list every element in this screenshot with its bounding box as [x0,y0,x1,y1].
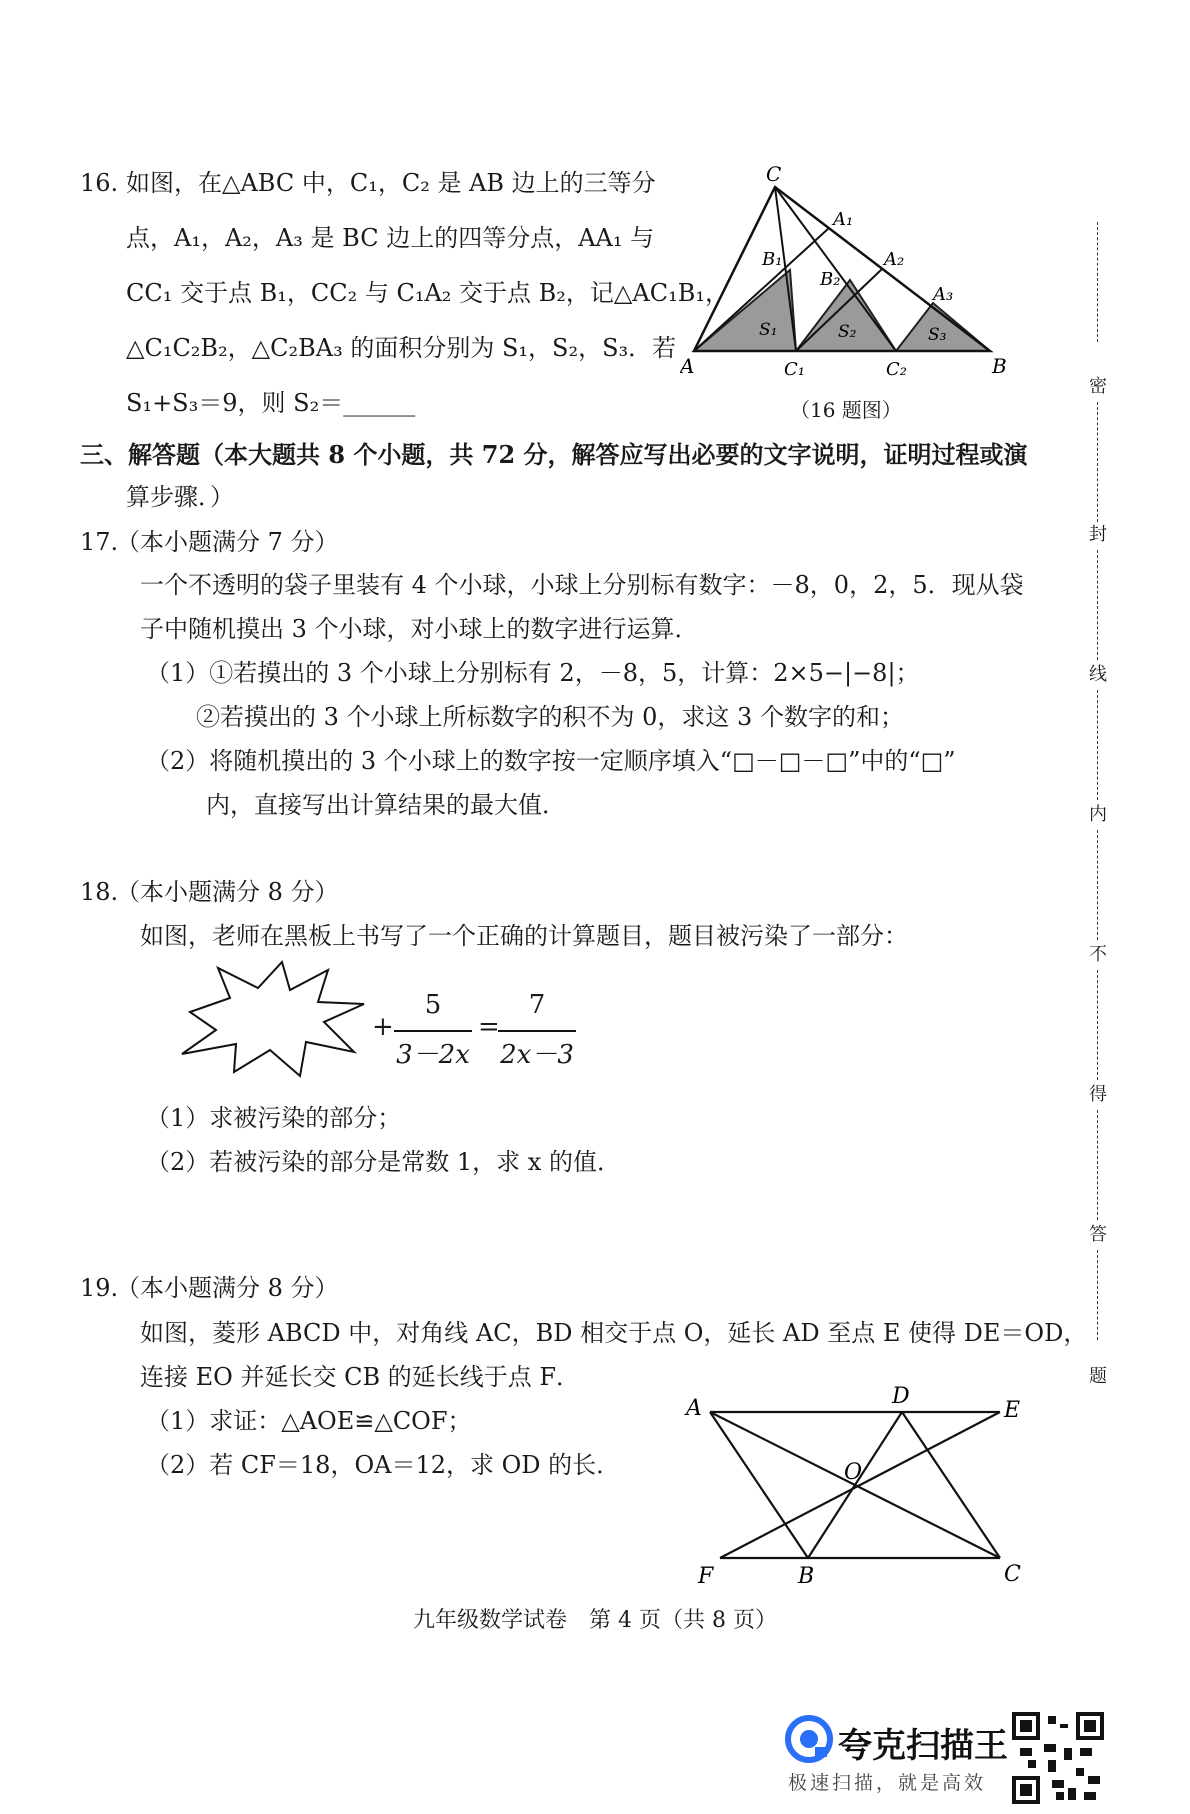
q16-label-s2: S₂ [838,322,857,342]
section3-heading-cont: 算步骤．） [126,483,234,511]
q16-label-b1: B₁ [762,249,783,270]
q16-label-a3: A₃ [933,284,954,305]
seal-char-4: 内 [1089,804,1107,825]
q18-stain-shape [178,960,368,1080]
q19-label-d: D [892,1384,910,1409]
q18-denominator-2: 2x－3 [500,1040,574,1070]
q16-triangle-figure [680,165,1010,395]
q16-number: 16. [80,169,119,197]
q17-line-3: （1）①若摸出的 3 个小球上分别标有 2，－8，5，计算：2×5−|−8|； [146,659,920,687]
seal-dashed-line [1097,970,1098,1080]
q16-label-c2: C₂ [886,359,907,380]
page-footer: 九年级数学试卷 第 4 页（共 8 页） [413,1608,777,1633]
q19-line-4: （2）若 CF＝18，OA＝12，求 OD 的长． [146,1451,621,1479]
q18-fraction-bar-1 [394,1030,472,1032]
q16-label-c: C [766,165,782,186]
q18-header: （本小题满分 8 分） [116,878,339,906]
seal-char-7: 答 [1089,1224,1107,1245]
q16-line-5: S₁+S₃＝9，则 S₂＝______ [126,389,416,417]
q18-number: 18. [80,878,119,906]
q17-number: 17. [80,528,119,556]
q16-label-b2: B₂ [820,269,841,290]
watermark-subtitle: 极速扫描，就是高效 [788,1772,987,1794]
q17-line-6: 内，直接写出计算结果的最大值． [206,791,566,819]
q19-header: （本小题满分 8 分） [116,1274,339,1302]
q17-line-2: 子中随机摸出 3 个小球，对小球上的数字进行运算． [140,615,699,643]
q19-label-f: F [698,1564,714,1589]
q19-label-a: A [686,1396,702,1421]
q16-line-2: 点，A₁，A₂，A₃ 是 BC 边上的四等分点，AA₁ 与 [126,224,655,252]
q16-line-1: 如图，在△ABC 中，C₁，C₂ 是 AB 边上的三等分 [126,169,656,197]
watermark-title: 夸克扫描王 [838,1726,1008,1766]
seal-char-8: 题 [1089,1366,1107,1387]
q16-label-b: B [992,354,1007,378]
q16-label-c1: C₁ [784,359,805,380]
q19-label-e: E [1004,1398,1021,1423]
seal-char-2: 封 [1089,524,1107,545]
seal-dashed-line [1097,222,1098,342]
q16-label-a: A [680,354,695,378]
seal-dashed-line [1097,1250,1098,1340]
q16-label-a2: A₂ [884,249,905,270]
q19-label-b: B [798,1564,815,1589]
q19-line-3: （1）求证：△AOE≌△COF； [146,1407,472,1435]
q18-plus-sign: + [372,1012,394,1042]
q16-label-s3: S₃ [928,325,947,345]
seal-dashed-line [1097,402,1098,522]
seal-dashed-line [1097,690,1098,800]
q19-number: 19. [80,1274,119,1302]
q16-label-s1: S₁ [759,320,778,340]
q18-fraction-bar-2 [498,1030,576,1032]
q18-part-1: （1）求被污染的部分； [146,1104,402,1132]
q16-figure-caption: （16 题图） [790,398,902,422]
section3-heading: 三、解答题（本大题共 8 个小题，共 72 分，解答应写出必要的文字说明，证明过程或演 [80,440,1028,469]
seal-char-3: 线 [1089,664,1107,685]
q17-header: （本小题满分 7 分） [116,528,339,556]
q16-label-a1: A₁ [833,209,854,230]
seal-char-5: 不 [1089,944,1107,965]
q19-label-o: O [844,1460,863,1485]
q18-denominator-1: 3－2x [396,1040,470,1070]
q18-equals-sign: = [478,1012,500,1042]
q19-label-c: C [1004,1562,1021,1587]
q18-numerator-1: 5 [424,990,442,1020]
quark-logo-icon [785,1715,833,1763]
q16-line-3: CC₁ 交于点 B₁，CC₂ 与 C₁A₂ 交于点 B₂，记△AC₁B₁， [126,279,729,307]
q19-rhombus-figure [680,1375,1040,1600]
q17-line-1: 一个不透明的袋子里装有 4 个小球，小球上分别标有数字：－8，0，2，5．现从袋 [140,571,1024,599]
q19-line-2: 连接 EO 并延长交 CB 的延长线于点 F． [140,1363,580,1391]
q18-intro: 如图，老师在黑板上书写了一个正确的计算题目，题目被污染了一部分： [140,922,908,950]
q16-region-s1 [694,270,796,351]
seal-dashed-line [1097,550,1098,660]
qr-code-icon [1012,1712,1104,1804]
q18-part-2: （2）若被污染的部分是常数 1，求 x 的值． [146,1148,621,1176]
seal-char-6: 得 [1089,1084,1107,1105]
q17-line-5: （2）将随机摸出的 3 个小球上的数字按一定顺序填入“□－□－□”中的“□” [146,747,956,775]
q18-numerator-2: 7 [528,990,546,1020]
seal-dashed-line [1097,830,1098,940]
q16-line-4: △C₁C₂B₂，△C₂BA₃ 的面积分别为 S₁，S₂，S₃．若 [126,334,677,362]
q17-line-4: ②若摸出的 3 个小球上所标数字的积不为 0，求这 3 个数字的和； [196,703,904,731]
q19-line-1: 如图，菱形 ABCD 中，对角线 AC，BD 相交于点 O，延长 AD 至点 E 使得 DE＝OD， [140,1319,1088,1347]
seal-dashed-line [1097,1110,1098,1220]
seal-char-1: 密 [1089,376,1107,397]
